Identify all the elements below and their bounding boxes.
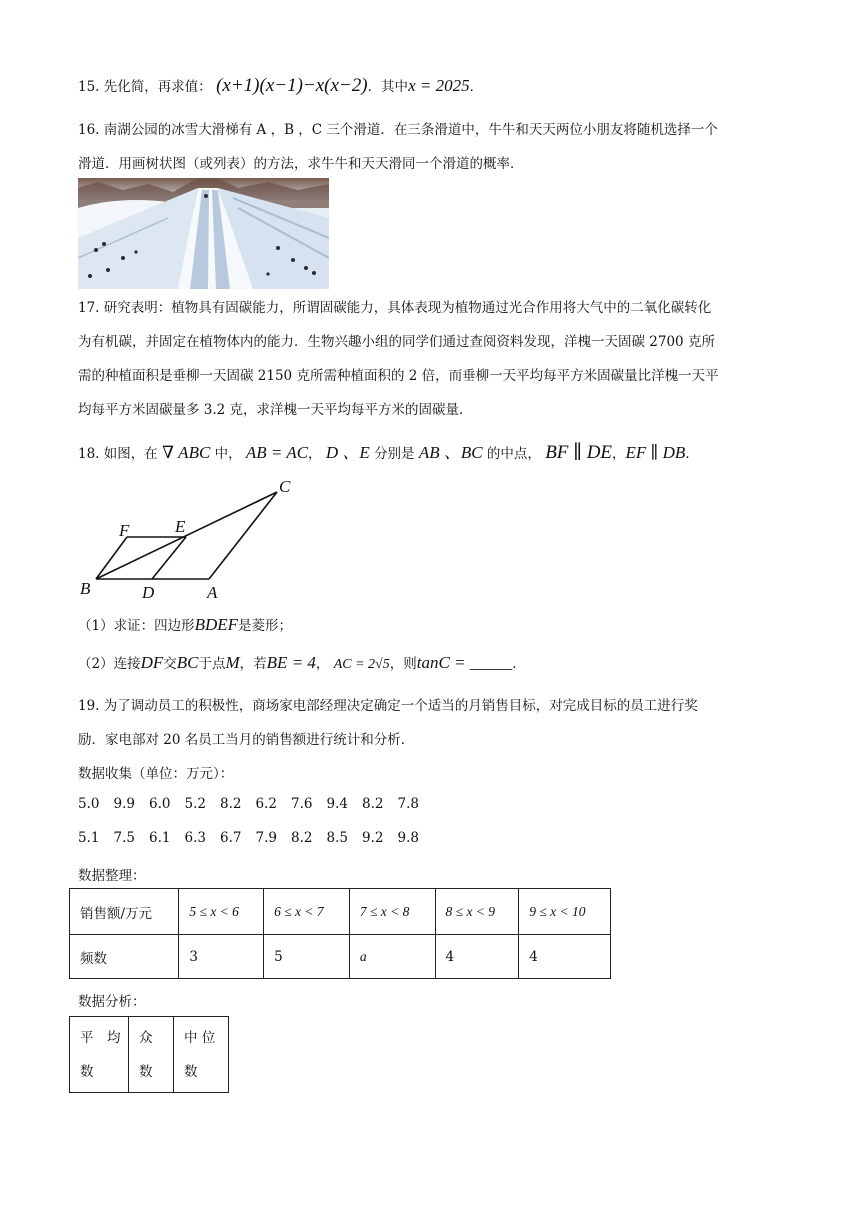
data-value: 6.3 (184, 830, 206, 846)
table-cell: 销售额/万元 (70, 889, 179, 935)
q19-collect-title: 数据收集（单位：万元）： (78, 766, 234, 782)
q18-triangle: ∇ ABC (162, 443, 211, 462)
table-cell-mode (129, 1017, 174, 1093)
table-cell: 频数 (70, 935, 179, 979)
segment-ac (209, 492, 277, 579)
q15-tail: ．其中 (367, 79, 409, 95)
data-value: 7.5 (113, 830, 135, 846)
data-row-1 (78, 796, 433, 812)
label-c: C (279, 477, 291, 496)
table-header-row (70, 889, 611, 935)
q18-part1-text: （1）求证：四边形 (78, 618, 195, 634)
label-b: B (80, 579, 91, 598)
q18-stem (78, 438, 699, 464)
q18-part1-shape: BDEF (194, 615, 239, 634)
q17-line1: 17. 研究表明：植物具有固碳能力，所谓固碳能力，具体表现为植物通过光合作用将大气中的二氧化碳转化 (78, 300, 712, 316)
q18-part2-f: ，则 (389, 656, 417, 672)
table-cell-median (174, 1017, 229, 1093)
data-value: 8.2 (220, 796, 242, 812)
q18-stem-d: 分别是 (374, 446, 415, 462)
header-text: 数 (139, 1063, 153, 1080)
question-15 (78, 75, 483, 97)
table-cell: 3 (179, 935, 264, 979)
table-cell: 4 (435, 935, 519, 979)
q15-number: 15. (78, 79, 100, 95)
q18-part1 (78, 614, 292, 635)
q19-analysis-title: 数据分析： (78, 994, 146, 1010)
data-value: 6.1 (149, 830, 171, 846)
label-f: F (119, 521, 130, 540)
table-row (70, 935, 611, 979)
data-value: 7.6 (291, 796, 313, 812)
table-cell: 8 ≤ x < 9 (435, 889, 519, 935)
q18-part2-m: M (225, 653, 240, 672)
q18-part2-be: BE = 4 (266, 653, 316, 672)
q18-stem-c: ， (308, 446, 322, 462)
q18-stem-f: ． (685, 446, 699, 462)
data-value: 7.8 (397, 796, 419, 812)
q18-part2 (78, 652, 526, 673)
q18-part2-b: 交 (163, 656, 177, 672)
snow-slide-photo (78, 178, 329, 289)
table-cell: 6 ≤ x < 7 (264, 889, 350, 935)
q18-part2-c: 于点 (198, 656, 226, 672)
q15-condition: x = 2025 (408, 76, 470, 95)
q18-parallel-2: EF ∥ DB (625, 443, 686, 462)
data-value: 9.4 (326, 796, 348, 812)
header-text: 中 位 (184, 1029, 216, 1046)
data-value: 9.8 (397, 830, 419, 846)
data-value: 6.2 (255, 796, 277, 812)
label-d: D (142, 583, 155, 602)
q18-stem-b: 中， (214, 446, 242, 462)
q19-line2: 励．家电部对 20 名员工当月的销售额进行统计和分析． (78, 732, 415, 748)
q18-part2-d: ，若 (239, 656, 267, 672)
q18-de: D 、E (325, 443, 370, 462)
q18-part1-end: 是菱形； (238, 618, 293, 634)
q18-part2-df: DF (140, 653, 164, 672)
header-text: 数 (80, 1063, 94, 1080)
analysis-table (69, 1016, 229, 1093)
q15-expression: (x+1)(x−1)−x(x−2) (216, 75, 368, 96)
table-header-row (70, 1017, 229, 1093)
q19-line1: 19. 为了调动员工的积极性，商场家电部经理决定确定一个适当的月销售目标，对完成目标的员工进行奖 (78, 698, 698, 714)
q15-end: ． (469, 79, 484, 95)
q18-part2-g: ． (512, 656, 526, 672)
table-cell-mean (70, 1017, 129, 1093)
data-value: 5.2 (184, 796, 206, 812)
rhombus-figure (74, 472, 304, 602)
q17-line2: 为有机碳，并固定在植物体内的能力．生物兴趣小组的同学们通过查阅资料发现，洋槐一天固碳 2700 克所 (78, 334, 715, 350)
data-value: 8.2 (291, 830, 313, 846)
data-value: 7.9 (255, 830, 277, 846)
q18-part2-ac: AC = 2√5 (333, 657, 390, 672)
table-cell: 7 ≤ x < 8 (349, 889, 435, 935)
data-value: 5.1 (78, 830, 100, 846)
table-cell: 5 (264, 935, 350, 979)
label-e: E (175, 517, 186, 536)
table-cell: 4 (519, 935, 611, 979)
q18-part2-bc: BC (176, 653, 199, 672)
q18-parallel-1: BF ∥ DE (545, 442, 613, 463)
q18-part2-tan: tanC = _____ (416, 653, 513, 672)
table-cell: 5 ≤ x < 6 (179, 889, 264, 935)
q18-part2-e: ， (315, 656, 330, 672)
q16-line2: 滑道．用画树状图（或列表）的方法，求牛牛和天天滑同一个滑道的概率． (78, 156, 524, 172)
table-cell: 9 ≤ x < 10 (519, 889, 611, 935)
q15-text: 先化简，再求值： (103, 79, 212, 95)
data-value: 9.2 (362, 830, 384, 846)
header-text: 平 均 (80, 1029, 121, 1046)
q17-line3: 需的种植面积是垂柳一天固碳 2150 克所需种植面积的 2 倍，而垂柳一天平均每平方米固碳量比洋槐一天平 (78, 368, 719, 384)
q19-organize-title: 数据整理： (78, 868, 146, 884)
data-row-2 (78, 830, 433, 846)
segment-bf (96, 537, 127, 579)
q18-part2-a: （2）连接 (78, 656, 141, 672)
data-value: 6.0 (149, 796, 171, 812)
data-value: 6.7 (220, 830, 242, 846)
header-text: 众 (139, 1029, 153, 1046)
frequency-table (69, 888, 611, 979)
q17-line4: 均每平方米固碳量多 3.2 克，求洋槐一天平均每平方米的固碳量． (78, 402, 473, 418)
header-text: 数 (184, 1063, 198, 1080)
data-value: 8.5 (326, 830, 348, 846)
data-value: 9.9 (113, 796, 135, 812)
table-cell: a (349, 935, 435, 979)
q18-sep: ， (612, 446, 626, 462)
q16-line1: 16. 南湖公园的冰雪大滑梯有 A ，B ，C 三个滑道．在三条滑道中，牛牛和天天两位小朋友将随机选择一个 (78, 122, 718, 138)
q18-stem-e: 的中点， (486, 446, 541, 462)
q18-ab-bc: AB 、BC (418, 443, 483, 462)
data-value: 5.0 (78, 796, 100, 812)
q18-eq1: AB = AC (245, 443, 309, 462)
data-value: 8.2 (362, 796, 384, 812)
label-a: A (207, 583, 218, 602)
q18-stem-a: 18. 如图，在 (78, 446, 158, 462)
